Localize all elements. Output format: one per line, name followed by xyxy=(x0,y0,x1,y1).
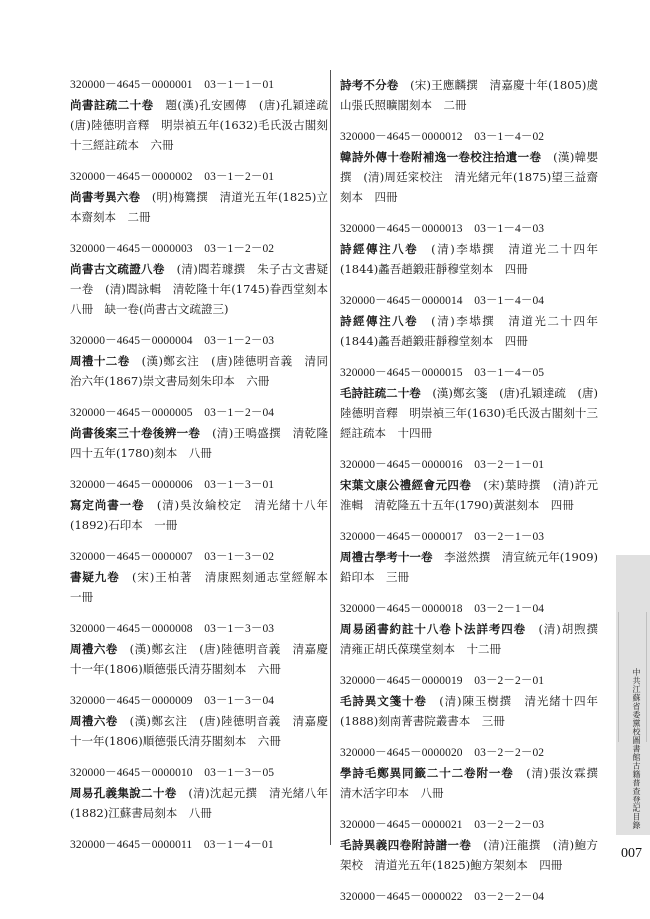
entry-body xyxy=(340,619,610,659)
entry-title: 周易函書約註十八卷卜法詳考四卷 xyxy=(340,622,527,636)
entry-description: (清)李塨撰 清道光二十四年(1844)蠡吾趙鍛莊靜穆堂刻本 四冊 xyxy=(340,314,598,348)
entry-title: 詩經傳注八卷 xyxy=(340,242,419,256)
entry-body xyxy=(340,147,598,207)
entry-body xyxy=(70,423,328,463)
catalog-entry xyxy=(70,475,328,535)
entry-code: 320000－4645－0000010 03－1－3－05 xyxy=(70,767,275,779)
catalog-entry xyxy=(340,599,610,659)
entry-code: 320000－4645－0000003 03－1－2－02 xyxy=(70,243,275,255)
entry-code: 320000－4645－0000012 03－1－4－02 xyxy=(340,131,545,143)
catalog-entry xyxy=(70,763,328,823)
entry-description: (漢)鄭玄注 (唐)陸德明音義 清嘉慶十一年(1806)順德張氏清芬閣刻本 六冊 xyxy=(70,714,328,748)
entry-description: 題(漢)孔安國傳 (唐)孔穎達疏 (唐)陸德明音釋 明崇禎五年(1632)毛氏汲古閣刻十三經註疏本 六冊 xyxy=(70,98,340,152)
entry-description: (清)汪龍撰 (清)鮑方架校 清道光五年(1825)鮑方架刻本 四冊 xyxy=(340,838,598,872)
entry-description: 李滋然撰 清宣統元年(1909)鉛印本 三冊 xyxy=(340,550,598,584)
entry-description: (清)吳汝綸校定 清光緒十八年(1892)石印本 一冊 xyxy=(70,498,328,532)
catalog-entry xyxy=(70,331,328,391)
catalog-entry xyxy=(340,291,598,351)
entry-description: (清)沈起元撰 清光緒八年(1882)江蘇書局刻本 八冊 xyxy=(70,786,328,820)
catalog-entry xyxy=(340,127,598,207)
entry-title: 周易孔義集說二十卷 xyxy=(70,786,177,800)
entry-body xyxy=(340,691,598,731)
entry-title: 詩考不分卷 xyxy=(340,78,399,92)
catalog-entry xyxy=(340,75,598,115)
entry-body xyxy=(70,259,340,319)
catalog-entry xyxy=(70,403,328,463)
entry-title: 尚書古文疏證八卷 xyxy=(70,262,165,276)
entry-title: 宋葉文康公禮經會元四卷 xyxy=(340,478,472,492)
entry-description: (宋)王柏著 清康熙刻通志堂經解本 一冊 xyxy=(70,570,340,604)
catalog-entry xyxy=(340,527,598,587)
entry-code: 320000－4645－0000013 03－1－4－03 xyxy=(340,223,545,235)
entry-title: 韓詩外傳十卷附補逸一卷校注拾遺一卷 xyxy=(340,150,542,164)
entry-title: 尚書後案三十卷後辨一卷 xyxy=(70,426,201,440)
catalog-entry xyxy=(70,167,328,227)
entry-code: 320000－4645－0000004 03－1－2－03 xyxy=(70,335,275,347)
catalog-entry xyxy=(70,75,340,155)
entry-description: (明)梅鷟撰 清道光五年(1825)立本齋刻本 二冊 xyxy=(70,190,328,224)
catalog-entry xyxy=(340,743,610,803)
catalog-entry xyxy=(340,815,598,875)
entry-description: (漢)鄭玄注 (唐)陸德明音義 清同治六年(1867)崇文書局刻朱印本 六冊 xyxy=(70,354,328,388)
entry-body xyxy=(340,547,598,587)
catalog-entry xyxy=(340,219,598,279)
entry-description: (清)閻若璩撰 朱子古文書疑一卷 (清)閻詠輯 清乾隆十年(1745)眷西堂刻本 八冊 缺一卷(尚書古文疏證三) xyxy=(70,262,340,316)
catalog-entry xyxy=(340,671,598,731)
entry-description: (清)胡煦撰 清雍正胡氏葆璞堂刻本 十二冊 xyxy=(340,622,610,656)
entry-code: 320000－4645－0000005 03－1－2－04 xyxy=(70,407,275,419)
entry-code: 320000－4645－0000009 03－1－3－04 xyxy=(70,695,275,707)
entry-title: 毛詩註疏二十卷 xyxy=(340,386,421,400)
catalog-entry xyxy=(70,619,328,679)
catalog-entry xyxy=(340,887,598,907)
entry-title: 周禮六卷 xyxy=(70,642,118,656)
entry-body xyxy=(70,567,340,607)
entry-description: (漢)鄭玄箋 (唐)孔穎達疏 (唐)陸德明音釋 明崇禎三年(1630)毛氏汲古閣刻十三經註疏本 十四冊 xyxy=(340,386,599,440)
column-divider xyxy=(330,70,331,845)
entry-description: (清)陳玉樹撰 清光緒十四年(1888)刻南菁書院叢書本 三冊 xyxy=(340,694,598,728)
entry-body xyxy=(340,239,598,279)
right-column xyxy=(340,75,610,919)
entry-code: 320000－4645－0000017 03－2－1－03 xyxy=(340,531,545,543)
side-strip-text: 中共江蘇省委黨校圖書館古籍普查登記目錄 xyxy=(632,668,641,830)
catalog-entry xyxy=(70,835,328,855)
entry-title: 毛詩異義四卷附詩譜一卷 xyxy=(340,838,472,852)
entry-body xyxy=(70,639,328,679)
entry-code: 320000－4645－0000018 03－2－1－04 xyxy=(340,603,545,615)
entry-code: 320000－4645－0000007 03－1－3－02 xyxy=(70,551,275,563)
entry-description: (宋)王應麟撰 清嘉慶十年(1805)虞山張氏照曠閣刻本 二冊 xyxy=(340,78,599,112)
entry-code: 320000－4645－0000011 03－1－4－01 xyxy=(70,839,274,851)
entry-title: 周禮十二卷 xyxy=(70,354,130,368)
entry-body xyxy=(340,763,610,803)
entry-code: 320000－4645－0000001 03－1－1－01 xyxy=(70,79,275,91)
entry-code: 320000－4645－0000019 03－2－2－01 xyxy=(340,675,545,687)
entry-body xyxy=(70,711,328,751)
entry-title: 毛詩異文箋十卷 xyxy=(340,694,427,708)
catalog-entry xyxy=(70,547,340,607)
entry-body xyxy=(70,495,328,535)
catalog-entry xyxy=(70,239,340,319)
entry-body xyxy=(340,383,598,443)
entry-title: 學詩毛鄭異同籤二十二卷附一卷 xyxy=(340,766,514,780)
entry-body xyxy=(340,475,598,515)
entry-body xyxy=(70,187,328,227)
entry-title: 書疑九卷 xyxy=(70,570,120,584)
catalog-entry xyxy=(340,455,598,515)
page-number: 007 xyxy=(621,846,642,861)
catalog-entry xyxy=(70,691,328,751)
entry-code: 320000－4645－0000020 03－2－2－02 xyxy=(340,747,545,759)
entry-code: 320000－4645－0000015 03－1－4－05 xyxy=(340,367,545,379)
entry-body xyxy=(70,783,328,823)
entry-body xyxy=(340,75,598,115)
entry-description: (清)王鳴盛撰 清乾隆四十五年(1780)刻本 八冊 xyxy=(70,426,328,460)
entry-description: (清)張汝霖撰 清木活字印本 八冊 xyxy=(340,766,610,800)
entry-code: 320000－4645－0000008 03－1－3－03 xyxy=(70,623,275,635)
entry-title: 尚書考異六卷 xyxy=(70,190,141,204)
entry-body xyxy=(340,835,598,875)
entry-description: (漢)韓嬰撰 (清)周廷寀校注 清光緒元年(1875)望三益齋刻本 四冊 xyxy=(340,150,598,204)
entry-code: 320000－4645－0000014 03－1－4－04 xyxy=(340,295,545,307)
entry-code: 320000－4645－0000021 03－2－2－03 xyxy=(340,819,545,831)
entry-body xyxy=(70,351,328,391)
entry-code: 320000－4645－0000022 03－2－2－04 xyxy=(340,891,545,903)
entry-code: 320000－4645－0000002 03－1－2－01 xyxy=(70,171,275,183)
entry-description: (清)李塨撰 清道光二十四年(1844)蠡吾趙鍛莊靜穆堂刻本 四冊 xyxy=(340,242,598,276)
entry-title: 尚書註疏二十卷 xyxy=(70,98,154,112)
entry-description: (宋)葉時撰 (清)許元淮輯 清乾隆五十五年(1790)黃湛刻本 四冊 xyxy=(340,478,598,512)
entry-code: 320000－4645－0000006 03－1－3－01 xyxy=(70,479,275,491)
left-column xyxy=(70,75,340,867)
entry-title: 詩經傳注八卷 xyxy=(340,314,419,328)
entry-title: 周禮六卷 xyxy=(70,714,118,728)
entry-title: 寫定尚書一卷 xyxy=(70,498,145,512)
entry-description: (漢)鄭玄注 (唐)陸德明音義 清嘉慶十一年(1806)順德張氏清芬閣刻本 六冊 xyxy=(70,642,328,676)
entry-code: 320000－4645－0000016 03－2－1－01 xyxy=(340,459,545,471)
catalog-entry xyxy=(340,363,598,443)
entry-title: 周禮古學考十一卷 xyxy=(340,550,433,564)
entry-body xyxy=(70,95,340,155)
entry-body xyxy=(340,311,598,351)
